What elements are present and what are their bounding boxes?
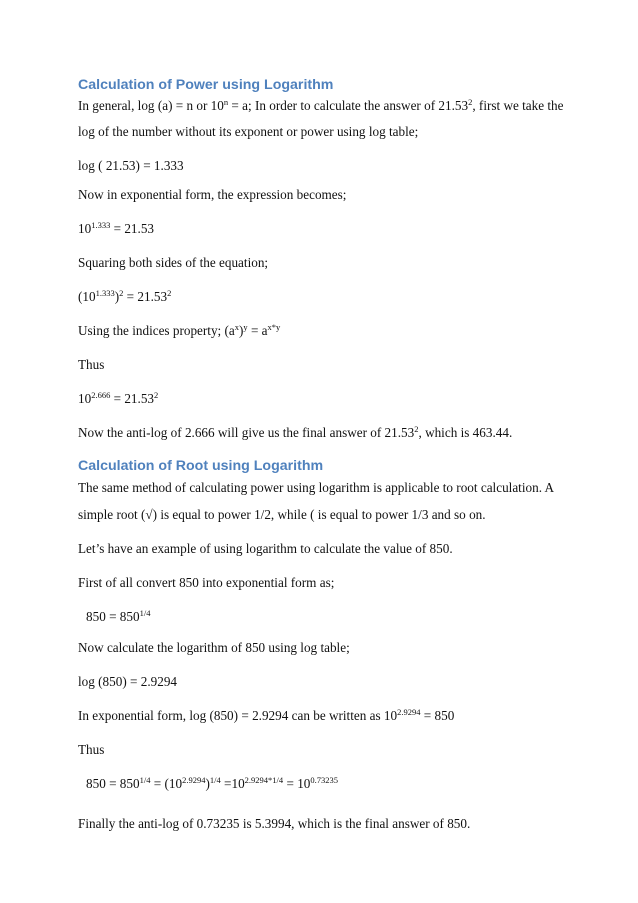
example-text: Let’s have an example of using logarithm to calculate the value of 850. bbox=[78, 541, 453, 556]
root-para-line-1: The same method of calculating power using logarithm is applicable to root calculation. A bbox=[78, 480, 555, 495]
equation-4: $850 = 850^{1/4}$ bbox=[86, 608, 151, 624]
thus-label-1: Thus bbox=[78, 357, 105, 372]
log-850-equation: log (850) = 2.9294 bbox=[78, 674, 178, 689]
log-equation: log ( 21.53) = 1.333 bbox=[78, 158, 184, 173]
intro-line-2: log of the number without its exponent or power using log table; bbox=[78, 124, 419, 139]
equation-2: $(10^{1.333})^2 = 21.53^2$ bbox=[78, 288, 172, 304]
section-heading-root: Calculation of Root using Logarithm bbox=[78, 458, 324, 474]
indices-property: Using the indices property; $(a^x)^y = a^{x*y}$ bbox=[78, 322, 281, 338]
equation-1: $10^{1.333} = 21.53$ bbox=[78, 220, 155, 236]
calc-log-text: Now calculate the logarithm of 850 using log table; bbox=[78, 640, 350, 655]
root-para-line-2: simple root (√) is equal to power 1/2, while ( is equal to power 1/3 and so on. bbox=[78, 507, 486, 522]
intro-line-1: In general, log (a) = n or $10^n = a$; In order to calculate the answer of 21.53$^2$, first we take the bbox=[78, 97, 564, 113]
squaring-text: Squaring both sides of the equation; bbox=[78, 255, 269, 270]
thus-label-2: Thus bbox=[78, 742, 105, 757]
section-heading-power: Calculation of Power using Logarithm bbox=[78, 77, 334, 93]
anti-log-result-power: Now the anti-log of 2.666 will give us the final answer of 21.53$^2$, which is 463.44. bbox=[78, 424, 513, 440]
final-answer-text: Finally the anti-log of 0.73235 is 5.3994, which is the final answer of 850. bbox=[78, 816, 471, 831]
exp-form-text: Now in exponential form, the expression becomes; bbox=[78, 187, 347, 202]
equation-5: $850 = 850^{1/4} = (10^{2.9294})^{1/4} =10^{2.9294*1/4} = 10^{0.73235}$ bbox=[86, 775, 339, 791]
convert-text: First of all convert 850 into exponential form as; bbox=[78, 575, 335, 590]
exp-form-850: In exponential form, log (850) = 2.9294 can be written as $10^{2.9294} = 850$ bbox=[78, 707, 455, 723]
equation-3: $10^{2.666} = 21.53^2$ bbox=[78, 390, 159, 406]
